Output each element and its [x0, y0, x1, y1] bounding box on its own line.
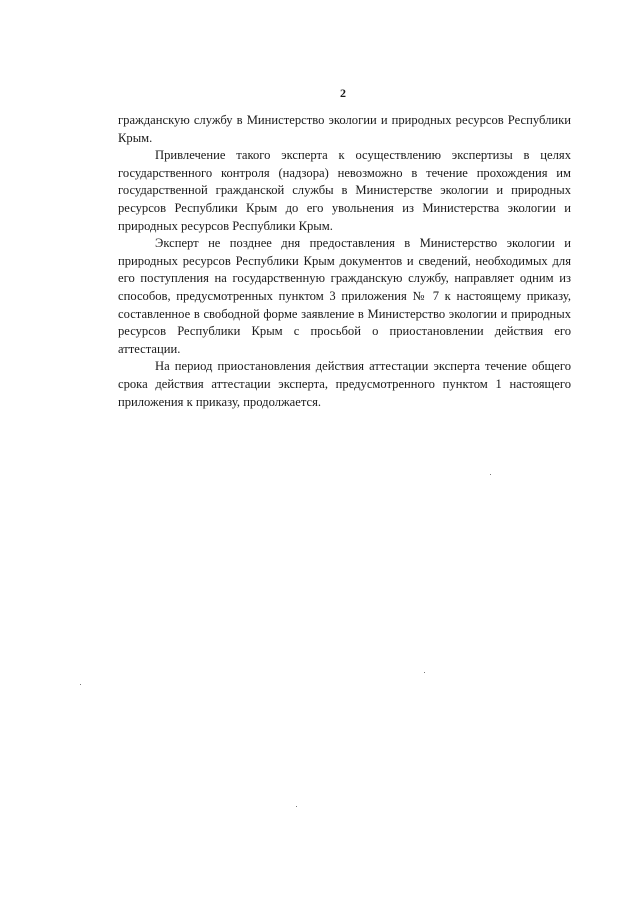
paragraph-expert-application: Эксперт не позднее дня предоставления в Министерство экологии и природных ресурсов Республики Крым документов и сведений, необходимых для его поступления на государственную гражданскую службу, направляет одним из способов, предусмотренных пунктом 3 приложения № 7 к настоящему приказу, составленное в свободной форме заявление в Министерство экологии и природных ресурсов Республики Крым с просьбой о приостановлении действия его аттестации. [118, 236, 571, 356]
scan-speck [296, 806, 297, 807]
paragraph-expert-involvement: Привлечение такого эксперта к осуществлению экспертизы в целях государственного контроля (надзора) невозможно в течение прохождения им государственной гражданской службы в Министерстве экологии и природных ресурсов Республики Крым до его увольнения из Министерства экологии и природных ресурсов Республики Крым. [118, 148, 571, 233]
page-number: 2 [340, 86, 346, 100]
document-body [118, 112, 571, 411]
paragraph-continuation: гражданскую службу в Министерство экологии и природных ресурсов Республики Крым. [118, 113, 571, 145]
paragraph-suspension-period: На период приостановления действия аттестации эксперта течение общего срока действия аттестации эксперта, предусмотренного пунктом 1 настоящего приложения к приказу, продолжается. [118, 359, 571, 409]
scan-speck [80, 684, 81, 685]
scan-speck [424, 672, 425, 673]
scan-speck [490, 474, 491, 475]
